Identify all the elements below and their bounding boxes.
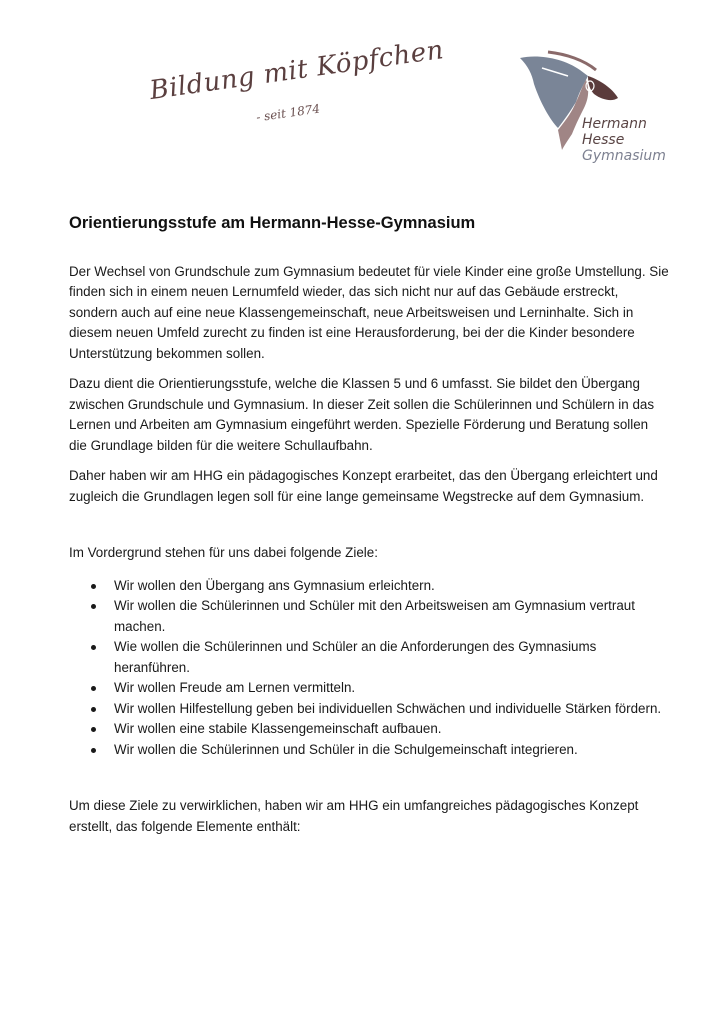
logo-line-hesse: Hesse	[582, 132, 625, 148]
document-body	[69, 213, 669, 847]
goal-item	[114, 740, 669, 761]
paragraph-orientation-stage: Dazu dient die Orientierungsstufe, welche die Klassen 5 und 6 umfasst. Sie bildet den Übergang zwischen Grundschule und Gymnasium. In dieser Zeit sollen die Schülerinnen und Schülern in das Lernen und Arbeiten am Gymnasium eingeführt werden. Spezielle Förderung und Beratung sollen die Grundlage bilden für die weitere Schullaufbahn.	[69, 376, 655, 453]
bullet-icon	[91, 645, 96, 650]
bullet-icon	[91, 686, 96, 691]
goal-item	[114, 719, 669, 740]
logo-line-gymnasium: Gymnasium	[582, 148, 666, 164]
slogan-since: - seit 1874	[255, 101, 321, 125]
paragraph-elements-intro: Um diese Ziele zu verwirklichen, haben wir am HHG ein umfangreiches pädagogisches Konzept erstellt, das folgende Elemente enthält:	[69, 798, 639, 834]
school-logo	[518, 50, 668, 170]
goal-text: Wir wollen die Schülerinnen und Schüler mit den Arbeitsweisen am Gymnasium vertraut machen.	[114, 598, 635, 634]
logo-line-hermann: Hermann	[582, 116, 647, 132]
bullet-icon	[91, 604, 96, 609]
slogan-banner	[147, 35, 446, 132]
bullet-icon	[91, 584, 96, 589]
goal-item	[114, 637, 669, 678]
logo-wordmark	[582, 116, 666, 164]
goal-item	[114, 699, 669, 720]
goal-text: Wir wollen eine stabile Klassengemeinschaft aufbauen.	[114, 721, 442, 736]
goal-item	[114, 596, 669, 637]
goal-text: Wie wollen die Schülerinnen und Schüler an die Anforderungen des Gymnasiums heranführen.	[114, 639, 597, 675]
paragraph-transition: Der Wechsel von Grundschule zum Gymnasium bedeutet für viele Kinder eine große Umstellung. Sie finden sich in einem neuen Lernumfeld wieder, das sich nicht nur auf das Gebäude erstreckt, sondern auch auf eine neue Klassengemeinschaft, neue Arbeitsweisen und Lerninhalte. Sich in diesem neuen Umfeld zurecht zu finden ist eine Herausforderung, bei der die Kinder besondere Unterstützung bekommen sollen.	[69, 263, 669, 361]
goal-item	[114, 678, 669, 699]
bullet-icon	[91, 748, 96, 753]
goals-list	[69, 576, 669, 761]
goal-item	[114, 576, 669, 597]
bullet-icon	[91, 707, 96, 712]
goal-text: Wir wollen den Übergang ans Gymnasium erleichtern.	[114, 577, 435, 593]
slogan-text: Bildung mit Köpfchen	[147, 35, 446, 106]
document-title: Orientierungsstufe am Hermann-Hesse-Gymnasium	[69, 214, 476, 232]
goal-text: Wir wollen Freude am Lernen vermitteln.	[114, 680, 356, 695]
goal-text: Wir wollen die Schülerinnen und Schüler in die Schulgemeinschaft integrieren.	[114, 741, 578, 757]
goal-text: Wir wollen Hilfestellung geben bei individuellen Schwächen und individuelle Stärken fördern.	[114, 700, 662, 716]
paragraph-concept: Daher haben wir am HHG ein pädagogisches Konzept erarbeitet, das den Übergang erleichtert und zugleich die Grundlagen legen soll für eine lange gemeinsame Wegstrecke auf dem Gymnasium.	[69, 468, 658, 504]
bullet-icon	[91, 727, 96, 732]
goals-intro: Im Vordergrund stehen für uns dabei folgende Ziele:	[69, 545, 378, 560]
